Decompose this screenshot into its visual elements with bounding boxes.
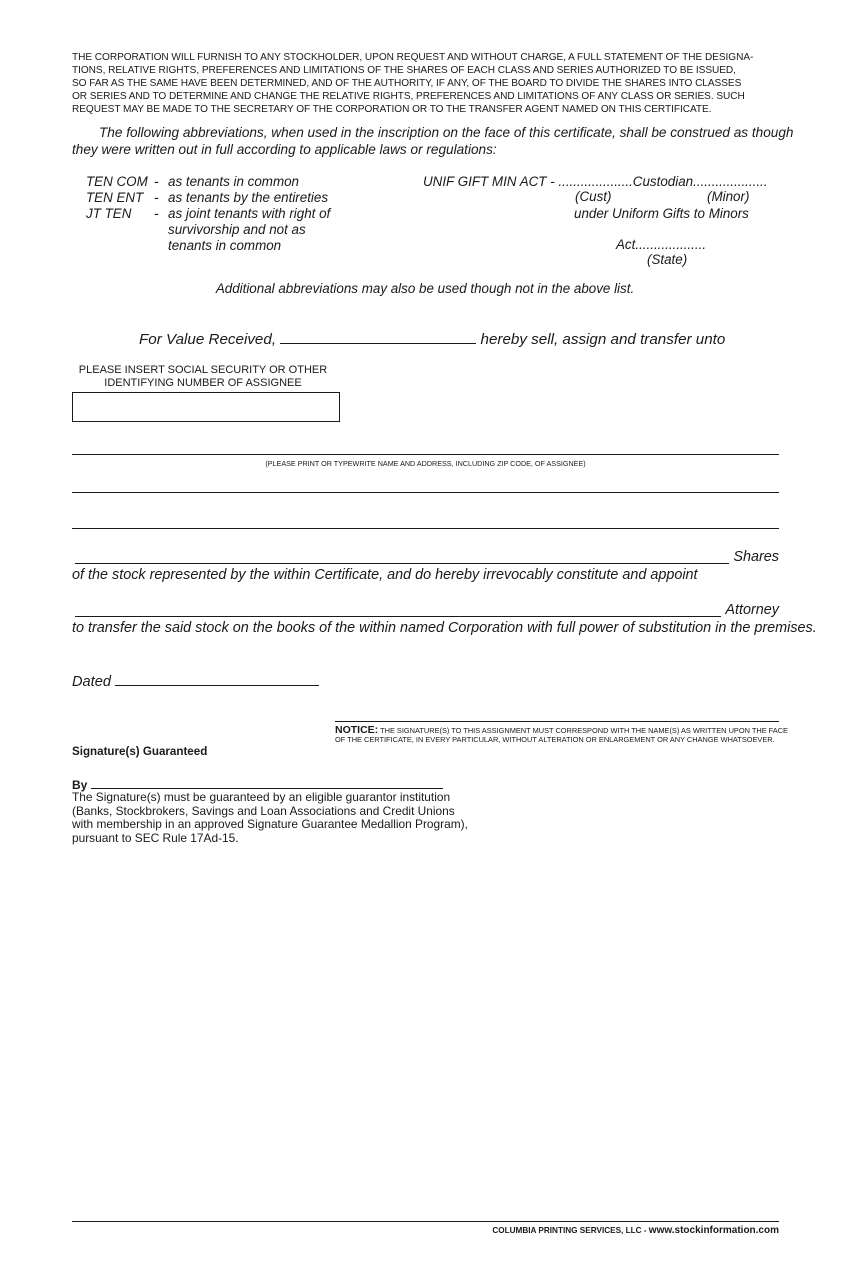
abbr-dash: - — [154, 174, 159, 189]
ssn-label-line: IDENTIFYING NUMBER OF ASSIGNEE — [104, 377, 302, 389]
abbr-code: TEN COM — [86, 174, 148, 189]
abbr-code: JT TEN — [86, 206, 132, 221]
by-label: By — [72, 778, 88, 792]
unif-gift-min-act: UNIF GIFT MIN ACT - ....................Custodian.................... — [423, 174, 768, 189]
notice-line: TIONS, RELATIVE RIGHTS, PREFERENCES AND LIMITATIONS OF THE SHARES OF EACH CLASS AND SERIES AUTHORIZED TO BE ISSUED, — [72, 64, 736, 76]
intro-line: The following abbreviations, when used in the inscription on the face of this certificate, shall be construed as though — [99, 125, 794, 140]
guarantee-line: The Signature(s) must be guaranteed by an eligible guarantor institution — [72, 790, 451, 804]
guarantee-requirements — [72, 790, 468, 845]
notice-text-line-2: OF THE CERTIFICATE, IN EVERY PARTICULAR, WITHOUT ALTERATION OR ENLARGEMENT OR ANY CHANGE WHATSOEVER. — [335, 735, 775, 744]
ssn-input-box[interactable] — [72, 392, 340, 422]
abbr-dash: - — [154, 206, 159, 221]
unif-act: Act................... — [616, 237, 707, 252]
intro-line: they were written out in full according to applicable laws or regulations: — [72, 141, 497, 157]
printer-company: COLUMBIA PRINTING SERVICES, LLC - — [492, 1226, 649, 1235]
transfer-unto-label: hereby sell, assign and transfer unto — [480, 331, 726, 348]
abbr-meaning: as tenants in common — [168, 174, 299, 189]
guarantor-signature-blank[interactable] — [91, 776, 443, 789]
unif-minor-label: (Minor) — [707, 189, 750, 204]
guarantee-line: pursuant to SEC Rule 17Ad-15. — [72, 830, 239, 845]
abbr-dash: - — [154, 190, 159, 205]
value-received-label: For Value Received, — [139, 331, 277, 348]
unif-under-ugma: under Uniform Gifts to Minors — [574, 206, 749, 221]
abbr-meaning-cont: survivorship and not as — [168, 222, 306, 237]
abbr-meaning: as tenants by the entireties — [168, 190, 329, 205]
additional-abbreviations-note: Additional abbreviations may also be used though not in the above list. — [215, 281, 635, 296]
abbr-jt-ten — [86, 206, 330, 222]
guarantee-line: (Banks, Stockbrokers, Savings and Loan Associations and Credit Unions — [72, 803, 455, 818]
printer-website: www.stockinformation.com — [648, 1225, 779, 1236]
abbreviations-intro — [72, 125, 794, 158]
ssn-label-line: PLEASE INSERT SOCIAL SECURITY OR OTHER — [78, 364, 328, 376]
assignee-address-caption: (PLEASE PRINT OR TYPEWRITE NAME AND ADDRESS, INCLUDING ZIP CODE, OF ASSIGNEE) — [265, 459, 586, 468]
attorney-label: Attorney — [725, 602, 779, 618]
notice-line: SO FAR AS THE SAME HAVE BEEN DETERMINED, AND OF THE AUTHORITY, IF ANY, OF THE BOARD TO DIVIDE THE SHARES INTO CLASSES — [72, 77, 742, 89]
abbr-meaning: as joint tenants with right of — [168, 206, 331, 221]
dated-label: Dated — [72, 674, 111, 690]
unif-cust-label: (Cust) — [575, 189, 612, 204]
abbr-ten-ent — [86, 190, 328, 206]
date-blank[interactable] — [115, 673, 319, 686]
dated-line — [72, 673, 319, 690]
attorney-blank[interactable] — [75, 616, 721, 617]
assignor-blank[interactable] — [280, 331, 476, 344]
assignee-address-line[interactable] — [72, 528, 779, 529]
notice-line: THE CORPORATION WILL FURNISH TO ANY STOCKHOLDER, UPON REQUEST AND WITHOUT CHARGE, A FULL STATEMENT OF THE DESIGNA- — [72, 52, 754, 63]
assignee-address-line[interactable] — [72, 492, 779, 493]
signature-notice — [335, 721, 788, 744]
assignee-name-line[interactable] — [72, 454, 779, 455]
attorney-statement: to transfer the said stock on the books of the within named Corporation with full power of substitution in the premises. — [72, 620, 817, 636]
printer-credit — [492, 1225, 779, 1236]
shares-blank[interactable] — [75, 563, 729, 564]
unif-state-label: (State) — [647, 252, 688, 267]
notice-line: OR SERIES AND TO DETERMINE AND CHANGE THE RELATIVE RIGHTS, PREFERENCES AND LIMITATIONS OF ANY CLASS OR SERIES. SUCH — [72, 90, 745, 102]
notice-line: REQUEST MAY BE MADE TO THE SECRETARY OF THE CORPORATION OR TO THE TRANSFER AGENT NAMED ON THIS CERTIFICATE. — [72, 103, 712, 115]
ssn-label — [72, 364, 334, 390]
footer-divider — [72, 1221, 779, 1222]
corporation-notice — [72, 52, 780, 117]
shares-statement: of the stock represented by the within Certificate, and do hereby irrevocably constitute and appoint — [72, 567, 698, 583]
notice-text-line-1: NOTICE: THE SIGNATURE(S) TO THIS ASSIGNMENT MUST CORRESPOND WITH THE NAME(S) AS WRITTEN UPON THE FACE — [335, 724, 788, 736]
shares-label: Shares — [733, 549, 779, 565]
signature-guaranteed-heading: Signature(s) Guaranteed — [72, 745, 208, 758]
notice-label: NOTICE: — [335, 724, 379, 736]
abbr-meaning-cont: tenants in common — [168, 238, 282, 253]
abbr-ten-com — [86, 174, 299, 190]
abbr-code: TEN ENT — [86, 190, 144, 205]
value-received-line — [139, 331, 725, 348]
guarantee-line: with membership in an approved Signature Guarantee Medallion Program), — [72, 817, 468, 832]
signature-line[interactable] — [335, 721, 779, 722]
